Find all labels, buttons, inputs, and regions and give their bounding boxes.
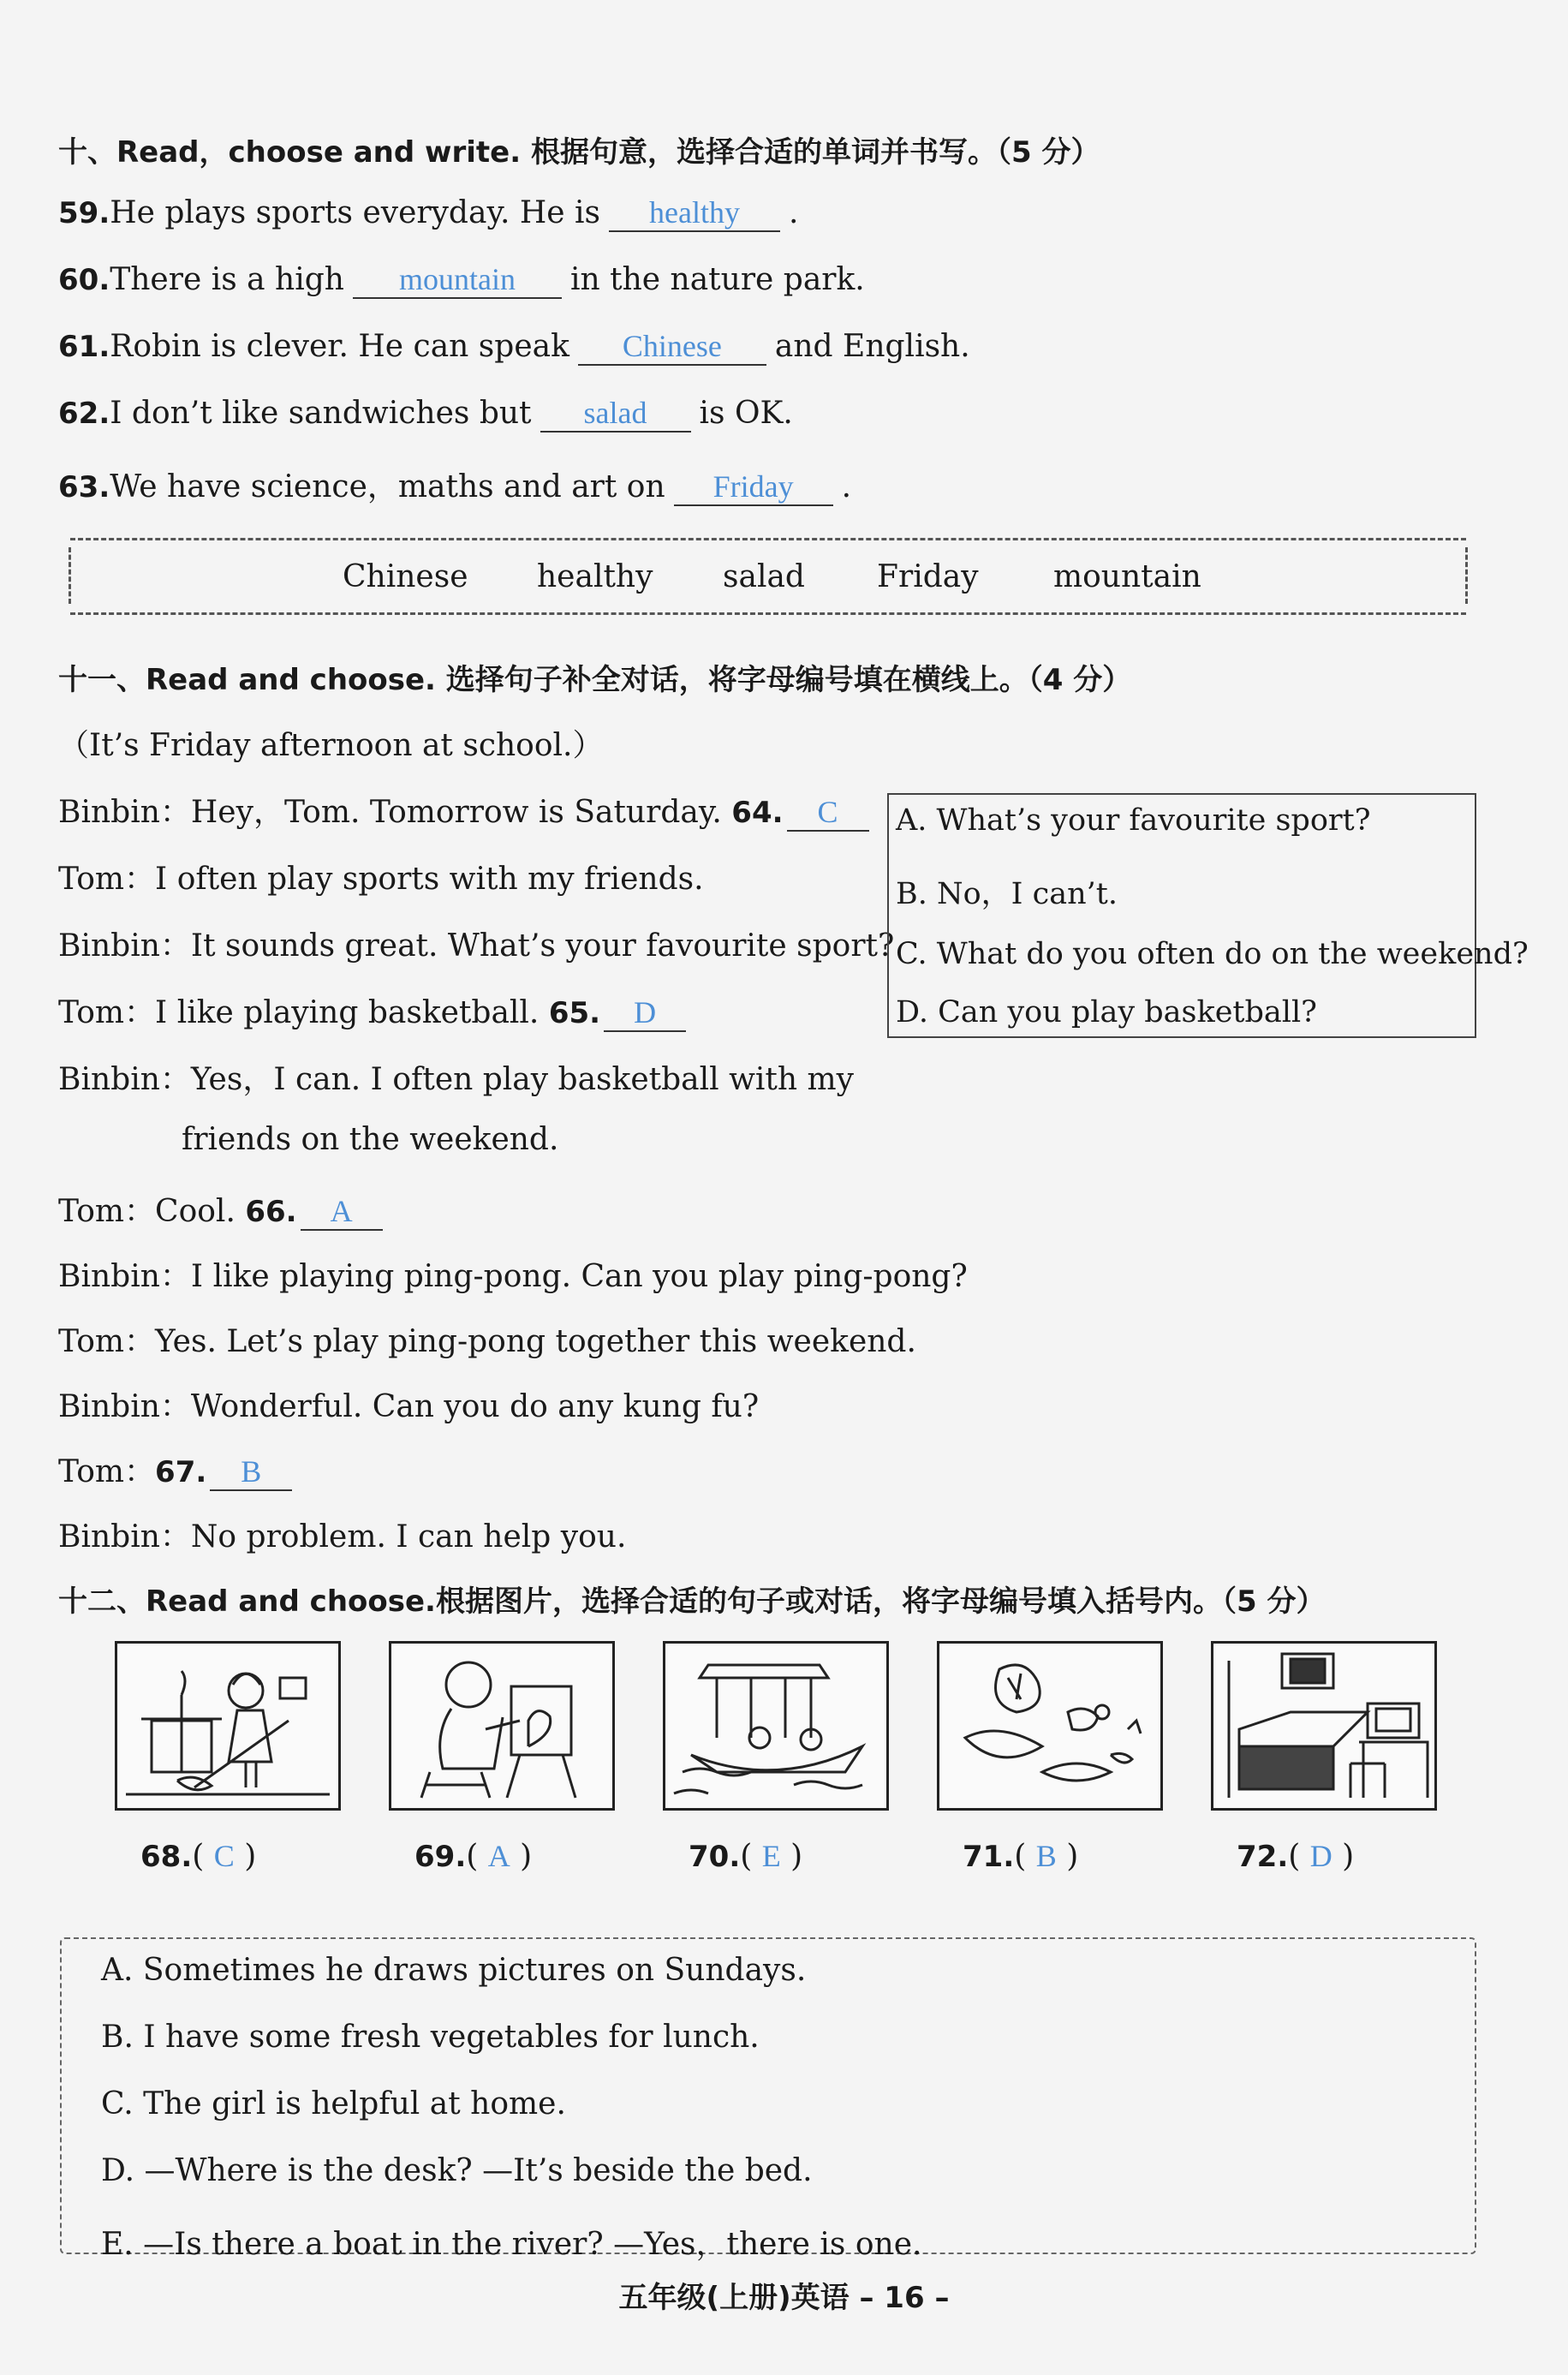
answer-blank[interactable]: mountain	[353, 263, 562, 299]
option-a: A. What’s your favourite sport?	[896, 803, 1371, 838]
picture-68-label: 68.( C )	[140, 1839, 257, 1874]
dialogue-line	[58, 1055, 854, 1099]
question-62	[58, 396, 793, 433]
dialogue-text: Hey，Tom. Tomorrow is Saturday.	[190, 795, 722, 830]
speaker: Tom：	[58, 995, 156, 1030]
answer-blank[interactable]: Friday	[674, 470, 833, 506]
picture-71-label: 71.( B )	[963, 1839, 1079, 1874]
option-d: D. Can you play basketball?	[896, 995, 1317, 1029]
dialogue-line	[58, 788, 878, 832]
section-11-title: 十一、Read and choose. 选择句子补全对话，将字母编号填在横线上。（4 分）	[58, 663, 1132, 697]
question-number: 67.	[155, 1455, 207, 1489]
question-59	[58, 195, 798, 232]
dialogue-line	[58, 922, 894, 965]
question-number: 68.	[140, 1840, 193, 1874]
question-number: 70.	[689, 1840, 741, 1874]
word-bank-item: mountain	[1053, 559, 1201, 594]
picture-72-label: 72.( D )	[1237, 1839, 1355, 1874]
bedroom-icon	[1213, 1644, 1434, 1808]
sentence-e: E. —Is there a boat in the river? —Yes，there is one.	[101, 2227, 922, 2262]
speaker: Tom：	[58, 1324, 156, 1359]
question-number: 59.	[58, 196, 110, 230]
dialogue-line	[58, 1447, 301, 1491]
word-bank-item: salad	[723, 559, 805, 594]
speaker: Tom：	[58, 1454, 156, 1489]
dialogue-line	[58, 988, 695, 1032]
answer-blank[interactable]: salad	[540, 397, 691, 433]
dialogue-text: No problem. I can help you.	[190, 1519, 627, 1554]
page-footer: 五年级(上册)英语 – 16 –	[618, 2281, 950, 2315]
answer-slot[interactable]: D	[1309, 1839, 1333, 1873]
dialogue-text: Yes，I can. I often play basketball with my	[190, 1062, 854, 1097]
dialogue-text: I like playing ping-pong. Can you play ping-pong?	[190, 1259, 968, 1294]
dialogue-text: Wonderful. Can you do any kung fu?	[190, 1389, 760, 1424]
question-number: 63.	[58, 470, 110, 504]
answer-slot[interactable]: A	[487, 1839, 510, 1873]
answer-blank[interactable]: D	[604, 996, 686, 1032]
dialogue-text: Yes. Let’s play ping-pong together this weekend.	[155, 1324, 916, 1359]
speaker: Tom：	[58, 862, 156, 897]
dialogue-line	[58, 1382, 759, 1426]
answer-blank[interactable]: C	[787, 796, 869, 832]
speaker: Binbin：	[58, 1389, 191, 1424]
dialogue-context: （It’s Friday afternoon at school.）	[58, 728, 604, 763]
sentence-b: B. I have some fresh vegetables for lunch.	[101, 2020, 760, 2055]
dialogue-line	[58, 855, 704, 898]
boat-river-icon	[665, 1644, 886, 1808]
sentence-c: C. The girl is helpful at home.	[101, 2086, 566, 2121]
question-text-after: .	[841, 469, 852, 504]
question-text-after: is OK.	[699, 396, 793, 431]
question-text-after: in the nature park.	[569, 262, 865, 297]
picture-70	[663, 1641, 889, 1811]
speaker: Binbin：	[58, 1519, 191, 1554]
answer-blank[interactable]: Chinese	[578, 330, 766, 366]
picture-71	[937, 1641, 1163, 1811]
speaker: Binbin：	[58, 1259, 191, 1294]
question-60	[58, 262, 865, 299]
dialogue-line	[58, 1252, 968, 1296]
question-number: 64.	[731, 796, 784, 830]
picture-70-label: 70.( E )	[689, 1839, 803, 1874]
sentence-options-box	[60, 1937, 1476, 2262]
option-c: C. What do you often do on the weekend?	[896, 937, 1529, 971]
picture-69	[389, 1641, 615, 1811]
section-10-title: 十、Read，choose and write. 根据句意，选择合适的单词并书写。（5 分）	[58, 135, 1100, 170]
question-number: 62.	[58, 397, 110, 431]
picture-72	[1211, 1641, 1437, 1811]
word-bank	[70, 538, 1466, 615]
word-bank-item: Chinese	[343, 559, 468, 594]
question-text: I don’t like sandwiches but	[110, 396, 532, 431]
question-number: 71.	[963, 1840, 1015, 1874]
girl-sweeping-icon	[117, 1644, 338, 1808]
question-63	[58, 462, 851, 506]
options-box	[887, 793, 1529, 1038]
answer-blank[interactable]: B	[210, 1455, 292, 1491]
answer-blank[interactable]: healthy	[609, 196, 780, 232]
question-text: Robin is clever. He can speak	[110, 329, 569, 364]
sentence-d: D. —Where is the desk? —It’s beside the bed.	[101, 2153, 813, 2188]
speaker: Binbin：	[58, 795, 191, 830]
picture-69-label: 69.( A )	[414, 1839, 533, 1874]
dialogue-continuation: friends on the weekend.	[182, 1122, 559, 1157]
vegetables-icon	[939, 1644, 1160, 1808]
question-text: There is a high	[110, 262, 344, 297]
answer-slot[interactable]: C	[213, 1839, 235, 1873]
question-text-after: and English.	[774, 329, 970, 364]
speaker: Binbin：	[58, 1062, 191, 1097]
question-text: We have science，maths and art on	[110, 469, 665, 504]
option-b: B. No，I can’t.	[896, 877, 1118, 911]
question-number: 65.	[548, 996, 601, 1030]
word-bank-item: Friday	[877, 559, 979, 594]
question-text: He plays sports everyday. He is	[110, 195, 601, 230]
answer-slot[interactable]: B	[1035, 1839, 1057, 1873]
speaker: Tom：	[58, 1194, 156, 1229]
section-12-title: 十二、Read and choose.根据图片，选择合适的句子或对话，将字母编号填入括号内。（5 分）	[58, 1584, 1326, 1619]
question-number: 72.	[1237, 1840, 1289, 1874]
question-number: 66.	[245, 1195, 297, 1229]
answer-slot[interactable]: E	[761, 1839, 781, 1873]
sentence-a: A. Sometimes he draws pictures on Sundays.	[101, 1953, 807, 1988]
word-bank-item: healthy	[537, 559, 653, 594]
dialogue-line	[58, 1187, 391, 1231]
dialogue-text: It sounds great. What’s your favourite sport?	[190, 928, 895, 964]
dialogue-text: I like playing basketball.	[155, 995, 540, 1030]
question-number: 61.	[58, 330, 110, 364]
question-61	[58, 329, 970, 366]
dialogue-text: I often play sports with my friends.	[155, 862, 704, 897]
question-number: 60.	[58, 263, 110, 297]
answer-blank[interactable]: A	[301, 1195, 383, 1231]
question-text-after: .	[789, 195, 799, 230]
dialogue-line	[58, 1513, 626, 1556]
question-number: 69.	[414, 1840, 467, 1874]
picture-68	[115, 1641, 341, 1811]
boy-drawing-icon	[391, 1644, 612, 1808]
dialogue-line	[58, 1317, 916, 1361]
speaker: Binbin：	[58, 928, 191, 964]
dialogue-text: Cool.	[155, 1194, 235, 1229]
